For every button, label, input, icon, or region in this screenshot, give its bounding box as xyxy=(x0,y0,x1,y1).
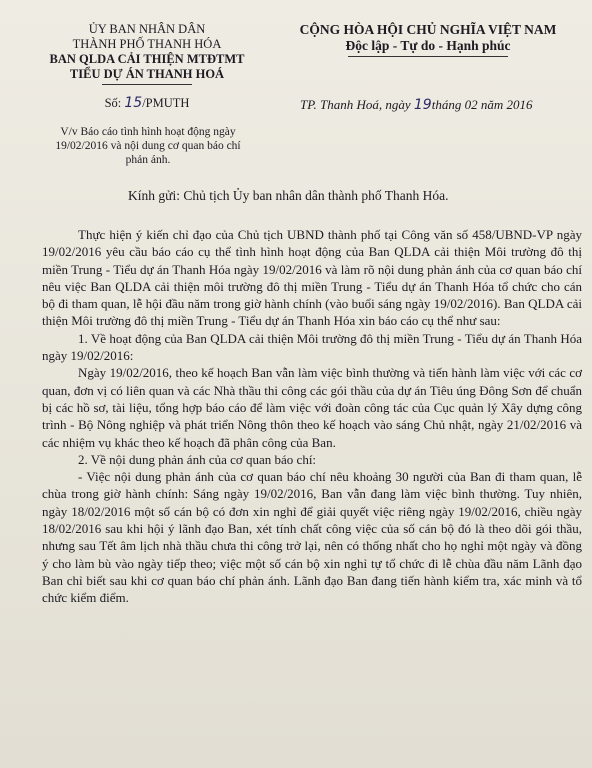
issuing-agency-header xyxy=(22,22,272,89)
date-line xyxy=(300,97,580,113)
paragraph-section-2-body: - Việc nội dung phản ánh của cơ quan báo chí nêu khoảng 30 người của Ban đi tham quan, lễ chùa trong giờ hành chính: Sáng ngày 19/02/2016, Ban vẫn đang làm việc bình thường. Tuy nhiên, ngày 18/02/2016 một số cán bộ có đơn xin nghỉ để giải quyết việc riêng ngày 19/02/2016, chiều ngày 18/02/2016 sau khi hội ý lãnh đạo Ban, xét tính chất công việc của số cán bộ đó là theo dõi gói thầu, nhưng sau Tết âm lịch nhà thầu chưa thi công trở lại, nên có thống nhất cho họ nghỉ một ngày và đồng ý cho làm bù vào ngày tiếp theo; việc một số cán bộ xin nghỉ tự tổ chức đi lễ chùa đầu năm Lãnh đạo Ban chỉ biết sau khi cơ quan báo chí phản ánh. Lãnh đạo Ban đang tiến hành kiểm tra, xác minh và tổ chức kiểm điểm. xyxy=(42,469,582,606)
document-body xyxy=(42,226,582,607)
paragraph-section-1-heading: 1. Về hoạt động của Ban QLDA cải thiện Môi trường đô thị miền Trung - Tiểu dự án Thanh Hóa ngày 19/02/2016: xyxy=(42,330,582,364)
document-number xyxy=(22,95,272,111)
subject-line-2: 19/02/2016 và nội dung cơ quan báo chí xyxy=(55,140,241,152)
doc-number-handwritten: 15 xyxy=(124,95,143,111)
agency-underline xyxy=(102,84,192,85)
recipient-line: Kính gửi: Chủ tịch Ủy ban nhân dân thành phố Thanh Hóa. xyxy=(128,188,449,203)
agency-line-3: BAN QLDA CẢI THIỆN MTĐTMT xyxy=(49,52,245,66)
doc-number-prefix: Số: xyxy=(104,96,122,110)
date-before: TP. Thanh Hoá, ngày xyxy=(300,97,411,112)
national-motto: Độc lập - Tự do - Hạnh phúc xyxy=(345,38,511,53)
agency-line-2: THÀNH PHỐ THANH HÓA xyxy=(72,37,222,51)
paragraph-intro: Thực hiện ý kiến chỉ đạo của Chủ tịch UBND thành phố tại Công văn số 458/UBND-VP ngày 19/02/2016 yêu cầu báo cáo cụ thể tình hình hoạt động của Ban QLDA cải thiện Môi trường đô thị miền Trung - Tiểu dự án Thanh Hóa ngày 19/02/2016 và làm rõ nội dung phản ánh của cơ quan báo chí nêu việc Ban QLDA cải thiện môi trường đô thị miền Trung - Tiểu dự án Thanh Hóa tổ chức cho cán bộ đi tham quan, lễ hội đầu năm trong giờ hành chính (vào buổi sáng ngày 19/02/2016). Ban QLDA cải thiện Môi trường đô thị miền Trung - Tiểu dự án Thanh Hóa xin báo cáo cụ thể như sau: xyxy=(42,227,582,329)
date-day-handwritten: 19 xyxy=(413,97,432,113)
subject-line-1: V/v Báo cáo tình hình hoạt động ngày xyxy=(60,126,236,138)
national-header xyxy=(278,22,578,57)
motto-underline xyxy=(348,56,508,57)
paragraph-section-2-heading: 2. Về nội dung phản ánh của cơ quan báo chí: xyxy=(78,451,317,467)
national-title: CỘNG HÒA HỘI CHỦ NGHĨA VIỆT NAM xyxy=(299,22,557,37)
subject-block xyxy=(28,125,268,167)
date-after: tháng 02 năm 2016 xyxy=(431,97,533,112)
agency-line-4: TIỂU DỰ ÁN THANH HOÁ xyxy=(69,67,225,81)
subject-line-3: phản ánh. xyxy=(125,154,171,166)
agency-line-1: ỦY BAN NHÂN DÂN xyxy=(88,22,206,36)
doc-number-suffix: /PMUTH xyxy=(142,96,190,110)
paragraph-section-1-body: Ngày 19/02/2016, theo kế hoạch Ban vẫn làm việc bình thường và tiến hành làm việc với các cơ quan, đơn vị có liên quan và các Nhà thầu thi công các gói thầu của dự án Tiêu úng Đông Sơn để chuẩn bị các hồ sơ, tài liệu, tổng hợp báo cáo để làm việc với đoàn công tác của Cục quản lý Xây dựng công trình - Bộ Nông nghiệp và phát triển Nông thôn theo kế hoạch vào sáng Chủ nhật, ngày 21/02/2016 và các nhiệm vụ khác theo kế hoạch đã phân công của Ban. xyxy=(42,365,582,450)
